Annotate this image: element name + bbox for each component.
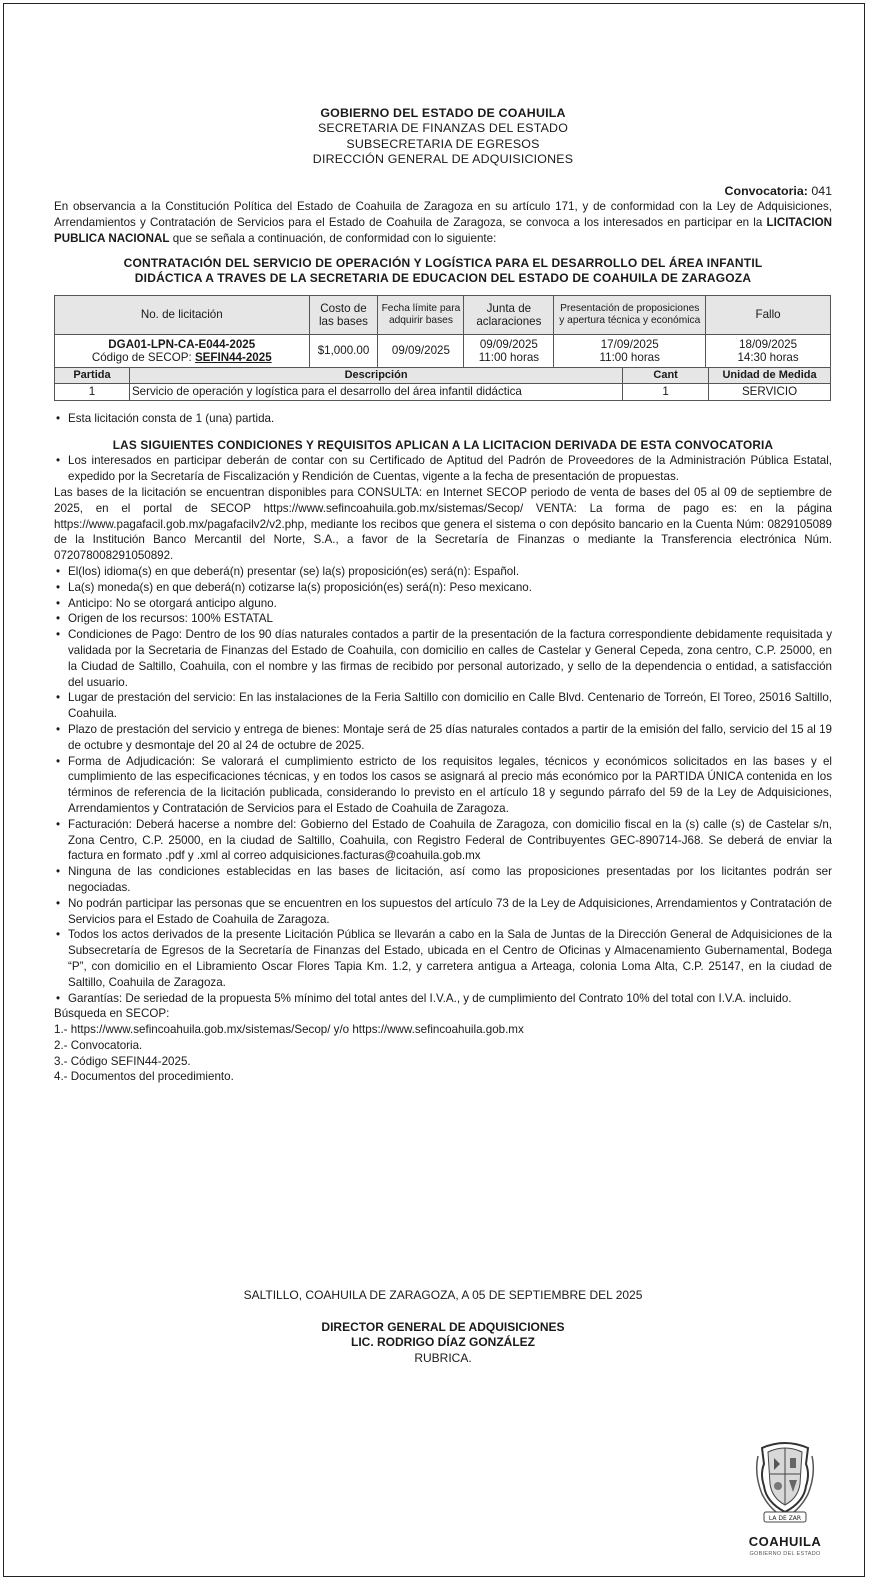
table-row: [55, 383, 831, 400]
tender-title: [54, 256, 832, 286]
header-costo: Costo de las bases: [309, 295, 378, 334]
header-secretaria: SECRETARIA DE FINANZAS DEL ESTADO: [317, 121, 569, 136]
condition-garantias: • Garantías: De seriedad de la propuesta 5% mínimo del total antes del I.V.A., y de cumplimiento del Contrato 10% del total con I.V.A. incluido.: [54, 991, 832, 1007]
cell-unidad: SERVICIO: [709, 383, 831, 400]
header-government: GOBIERNO DEL ESTADO DE COAHUILA: [320, 106, 566, 120]
secop-value: SEFIN44-2025: [194, 350, 272, 364]
items-header-row: [55, 367, 831, 383]
search-step-4: 4.- Documentos del procedimiento.: [54, 1070, 234, 1084]
condition-bases: Las bases de la licitación se encuentran disponibles para CONSULTA: en Internet SECOP periodo de venta de bases del 05 al 09 de septiembre de 2025, en el portal de SECOP https://www.sefincoahuila.gob.mx/sistemas/Secop/ VENTA: La forma de pago es: en la página https://www.pagafacil.gob.mx/pagafacilv2/v2.php, mediante los recibos que genera el sistema o con depósito bancario en la Cuenta Núm: 0829105089 de la Institución Banco Mercantil del Norte, S.A., a favor de la Secretaría de Finanzas o mediante la Transferencia electrónica Núm. 072078008291050892.: [54, 486, 832, 563]
condition-certificado: • Los interesados en participar deberán de contar con su Certificado de Aptitud del Padrón de Proveedores de la Administración Pública Estatal, expedido por la Secretaría de Fiscalización y Rendición de Cuentas, vigente a la fecha de presentación de propuestas.: [54, 453, 832, 485]
tender-title-line1: CONTRATACIÓN DEL SERVICIO DE OPERACIÓN Y LOGÍSTICA PARA EL DESARROLLO DEL ÁREA INFANTIL: [123, 255, 763, 270]
search-step-1: 1.- https://www.sefincoahuila.gob.mx/sistemas/Secop/ y/o https://www.sefincoahuila.gob.mx: [54, 1023, 524, 1037]
condition-idioma: • El(los) idioma(s) en que deberá(n) presentar (se) la(s) proposición(es) será(n): Español.: [54, 564, 832, 580]
presentacion-fecha: 17/09/2025: [600, 337, 659, 351]
convocatoria-label: Convocatoria:: [724, 183, 808, 198]
search-title: Búsqueda en SECOP:: [54, 1007, 170, 1021]
conditions-title: LAS SIGUIENTES CONDICIONES Y REQUISITOS APLICAN A LA LICITACION DERIVADA DE ESTA CONVOCATORIA: [112, 437, 774, 452]
condition-lugar: • Lugar de prestación del servicio: En las instalaciones de la Feria Saltillo con domicilio en Calle Blvd. Centenario de Torreón, El Toreo, 25016 Saltillo, Coahuila.: [54, 690, 832, 722]
condition-anticipo: • Anticipo: No se otorgará anticipo alguno.: [54, 596, 832, 612]
cell-fallo: [706, 334, 831, 367]
intro-paragraph: [54, 199, 832, 246]
search-step-2: 2.- Convocatoria.: [54, 1038, 143, 1052]
header-fecha-limite: Fecha límite para adquirir bases: [378, 295, 464, 334]
junta-fecha: 09/09/2025: [479, 337, 538, 351]
items-table: [54, 367, 831, 401]
table-row: [55, 334, 831, 367]
secop-code: [57, 351, 307, 364]
signer-name: LIC. RODRIGO DÍAZ GONZÁLEZ: [351, 1335, 535, 1350]
signature-block: [54, 1320, 832, 1366]
intro-text-before: En observancia a la Constitución Política del Estado de Coahuila de Zaragoza en su artículo 171, y de conformidad con la Ley de Adquisiciones, Arrendamientos y Contratación de Servicios para el Estado de Coahuila de Zaragoza, se convoca a los interesados en participar en la: [54, 200, 832, 230]
table-header-row: [55, 295, 831, 334]
document-body: [54, 106, 832, 1085]
convocatoria-value: 041: [811, 183, 832, 198]
condition-negociacion: • Ninguna de las condiciones establecidas en las bases de licitación, así como las proposiciones presentadas por los licitantes podrán ser negociadas.: [54, 864, 832, 896]
condition-adjudicacion: • Forma de Adjudicación: Se valorará el cumplimiento estricto de los requisitos legales, técnicos y económicos solicitados en las bases y el cumplimiento de las especificaciones técnicas, y en todos los casos se asignará al precio más económico por la PARTIDA ÚNICA contenida en los términos de referencia de la licitación publicada, considerando lo previsto en el artículo 18 y segundo párrafo del 59 de la Ley de Adquisiciones, Arrendamientos y Contratación de Servicios para el Estado de Coahuila de Zaragoza.: [54, 754, 832, 817]
header-subsecretaria: SUBSECRETARIA DE EGRESOS: [346, 136, 540, 151]
cell-costo: $1,000.00: [309, 334, 378, 367]
header-descripcion: Descripción: [129, 367, 622, 383]
cell-partida: 1: [55, 383, 130, 400]
junta-hora: 11:00 horas: [478, 350, 540, 364]
condition-restriccion: • No podrán participar las personas que se encuentren en los supuestos del artículo 73 de la Ley de Adquisiciones, Arrendamientos y Contratación de Servicios para el Estado de Coahuila de Zaragoza.: [54, 896, 832, 928]
cell-descripcion: Servicio de operación y logística para el desarrollo del área infantil didáctica: [129, 383, 622, 400]
header-presentacion: Presentación de proposiciones y apertura técnica y económica: [554, 295, 706, 334]
tender-table: [54, 295, 831, 368]
place-date: SALTILLO, COAHUILA DE ZARAGOZA, A 05 DE SEPTIEMBRE DEL 2025: [243, 1288, 643, 1302]
condition-origen: • Origen de los recursos: 100% ESTATAL: [54, 611, 832, 627]
fallo-fecha: 18/09/2025: [739, 337, 798, 351]
presentacion-hora: 11:00 horas: [599, 350, 660, 364]
secop-label: Código de SECOP:: [91, 350, 195, 364]
header-unidad: Unidad de Medida: [709, 367, 831, 383]
seal-banner: LA DE ZAR: [768, 1515, 802, 1522]
partida-note: • Esta licitación consta de 1 (una) partida.: [54, 411, 832, 427]
header-fallo: Fallo: [706, 295, 831, 334]
condition-moneda: • La(s) moneda(s) en que deberá(n) cotizarse la(s) proposición(es) será(n): Peso mexicano.: [54, 580, 832, 596]
cell-presentacion: [554, 334, 706, 367]
cell-cant: 1: [623, 383, 709, 400]
cell-licitacion: [55, 334, 310, 367]
seal-name: COAHUILA: [748, 1534, 822, 1549]
rubrica: RUBRICA.: [414, 1350, 472, 1365]
header-cant: Cant: [623, 367, 709, 383]
convocatoria-number: [54, 184, 832, 200]
licitacion-number: DGA01-LPN-CA-E044-2025: [108, 337, 256, 351]
cell-junta: [464, 334, 554, 367]
condition-pago: • Condiciones de Pago: Dentro de los 90 días naturales contados a partir de la presentación de la factura correspondiente debidamente requisitada y validada por la Secretaria de Finanzas del Estado de Coahuila, con domicilio en calles de Castelar y General Cepeda, zona centro, C.P. 25000, en la Ciudad de Saltillo, Coahuila, con el nombre y las firmas de recibido por personal autorizado, y sello de la dependencia o entidad, a satisfacción del usuario.: [54, 627, 832, 690]
header-partida: Partida: [55, 367, 130, 383]
condition-plazo: • Plazo de prestación del servicio y entrega de bienes: Montaje será de 25 días naturales contados a partir de la emisión del fallo, servicio del 15 al 19 de octubre y desmontaje del 20 al 24 de octubre de 2025.: [54, 722, 832, 754]
signer-role: DIRECTOR GENERAL DE ADQUISICIONES: [321, 1320, 565, 1334]
cell-fecha-limite: 09/09/2025: [378, 334, 464, 367]
tender-title-line2: DIDÁCTICA A TRAVES DE LA SECRETARIA DE EDUCACION DEL ESTADO DE COAHUILA DE ZARAGOZA: [134, 270, 752, 285]
header-junta: Junta de aclaraciones: [464, 295, 554, 334]
fallo-hora: 14:30 horas: [737, 350, 799, 364]
intro-text-after: que se señala a continuación, de conformidad con lo siguiente:: [169, 232, 497, 246]
search-step-3: 3.- Código SEFIN44-2025.: [54, 1054, 191, 1068]
condition-actos: • Todos los actos derivados de la presente Licitación Pública se llevarán a cabo en la Sala de Juntas de la Dirección General de Adquisiciones de la Subsecretaría de Egresos de la Secretaría de Finanzas del Estado, ubicada en el Centro de Oficinas y Almacenamiento Gubernamental, Bodega “P”, con domicilio en el Libramiento Oscar Flores Tapia Km. 1.2, y carretera antigua a Arteaga, colonia Loma Alta, C.P. 25147, en la ciudad de Saltillo, Coahuila de Zaragoza.: [54, 927, 832, 990]
coat-of-arms-icon: [744, 1434, 826, 1534]
seal-subtitle: GOBIERNO DEL ESTADO: [749, 1551, 821, 1557]
header-direccion: DIRECCIÓN GENERAL DE ADQUISICIONES: [312, 152, 574, 167]
coahuila-seal: [744, 1434, 826, 1564]
intro-bold: LICITACION PUBLICA NACIONAL: [54, 216, 832, 246]
condition-facturacion: • Facturación: Deberá hacerse a nombre del: Gobierno del Estado de Coahuila de Zaragoza, con domicilio fiscal en la (s) calle (s) de Castelar s/n, Zona Centro, C.P. 25000, en la ciudad de Saltillo, Coahuila, con Registro Federal de Contribuyentes GEC-890714-J68. Se deberá de enviar la factura en formato .pdf y .xml al correo adquisiciones.facturas@coahuila.gob.mx: [54, 817, 832, 864]
header-licitacion: No. de licitación: [55, 295, 310, 334]
